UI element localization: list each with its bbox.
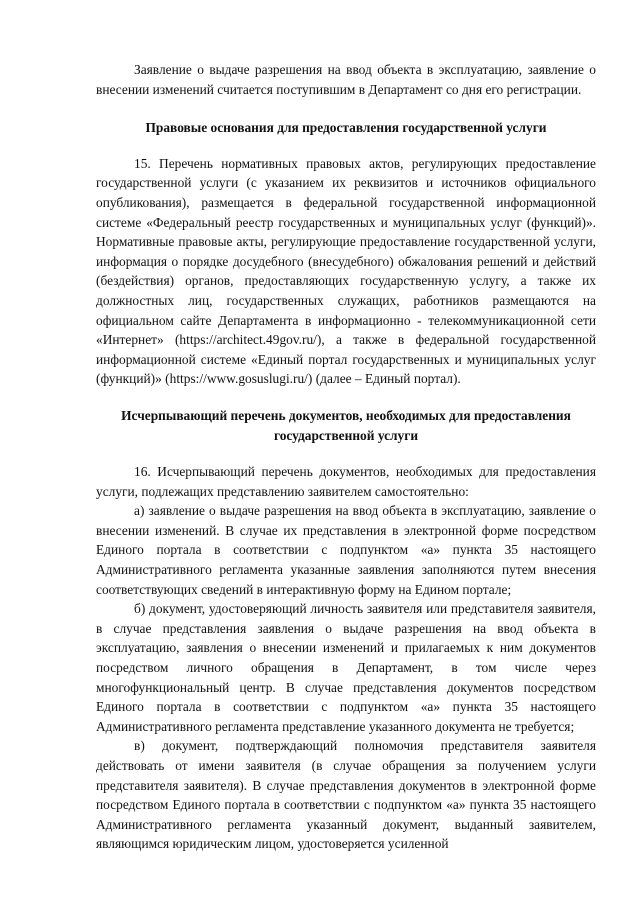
- paragraph-16b: б) документ, удостоверяющий личность заявителя или представителя заявителя, в случае представления заявления о выдаче разрешения на ввод объекта в эксплуатацию, заявления о внесении изменений и прилагаемых к ним документов посредством личного обращения в Департамент, в том числе через многофункциональный центр. В случае представления документов посредством Единого портала в соответствии с подпунктом «а» пункта 35 настоящего Административного регламента представление указанного документа не требуется;: [96, 601, 596, 734]
- paragraph-intro: Заявление о выдаче разрешения на ввод объекта в эксплуатацию, заявление о внесении изменений считается поступившим в Департамент со дня его регистрации.: [96, 62, 596, 97]
- heading-legal-basis: Правовые основания для предоставления государственной услуги: [145, 120, 547, 136]
- paragraph-15: 15. Перечень нормативных правовых актов, регулирующих предоставление государственной услуги (с указанием их реквизитов и источников официального опубликования), размещается в федеральной государственной информационной системе «Федеральный реестр государственных и муниципальных услуг (функций)». Нормативные правовые акты, регулирующие предоставление государственной услуги, информация о порядке досудебного (внесудебного) обжалования решений и действий (бездействия) органов, предоставляющих государственную услугу, а также их должностных лиц, государственных служащих, работников размещаются на официальном сайте Департамента в информационно - телекоммуникационной сети «Интернет» (https://architect.49gov.ru/), а также в федеральной государственной информационной системе «Единый портал государственных и муниципальных услуг (функций)» (https://www.gosuslugi.ru/) (далее – Единый портал).: [96, 155, 596, 387]
- paragraph-16: 16. Исчерпывающий перечень документов, необходимых для предоставления услуги, подлежащих представлению заявителем самостоятельно:: [96, 464, 596, 499]
- document-body: [96, 60, 596, 854]
- paragraph-16c: в) документ, подтверждающий полномочия представителя заявителя действовать от имени заявителя (в случае обращения за получением услуги представителя заявителя). В случае представления документов в электронной форме посредством Единого портала в соответствии с подпунктом «а» пункта 35 настоящего Административного регламента указанный документ, выданный заявителем, являющимся юридическим лицом, удостоверяется усиленной: [96, 738, 596, 852]
- paragraph-16a: а) заявление о выдаче разрешения на ввод объекта в эксплуатацию, заявление о внесении изменений. В случае их представления в электронной форме посредством Единого портала в соответствии с подпунктом «а» пункта 35 настоящего Административного регламента указанные заявления заполняются путем внесения соответствующих сведений в интерактивную форму на Едином портале;: [96, 503, 596, 597]
- heading-documents-list: Исчерпывающий перечень документов, необходимых для предоставления государственной услуги: [121, 407, 571, 443]
